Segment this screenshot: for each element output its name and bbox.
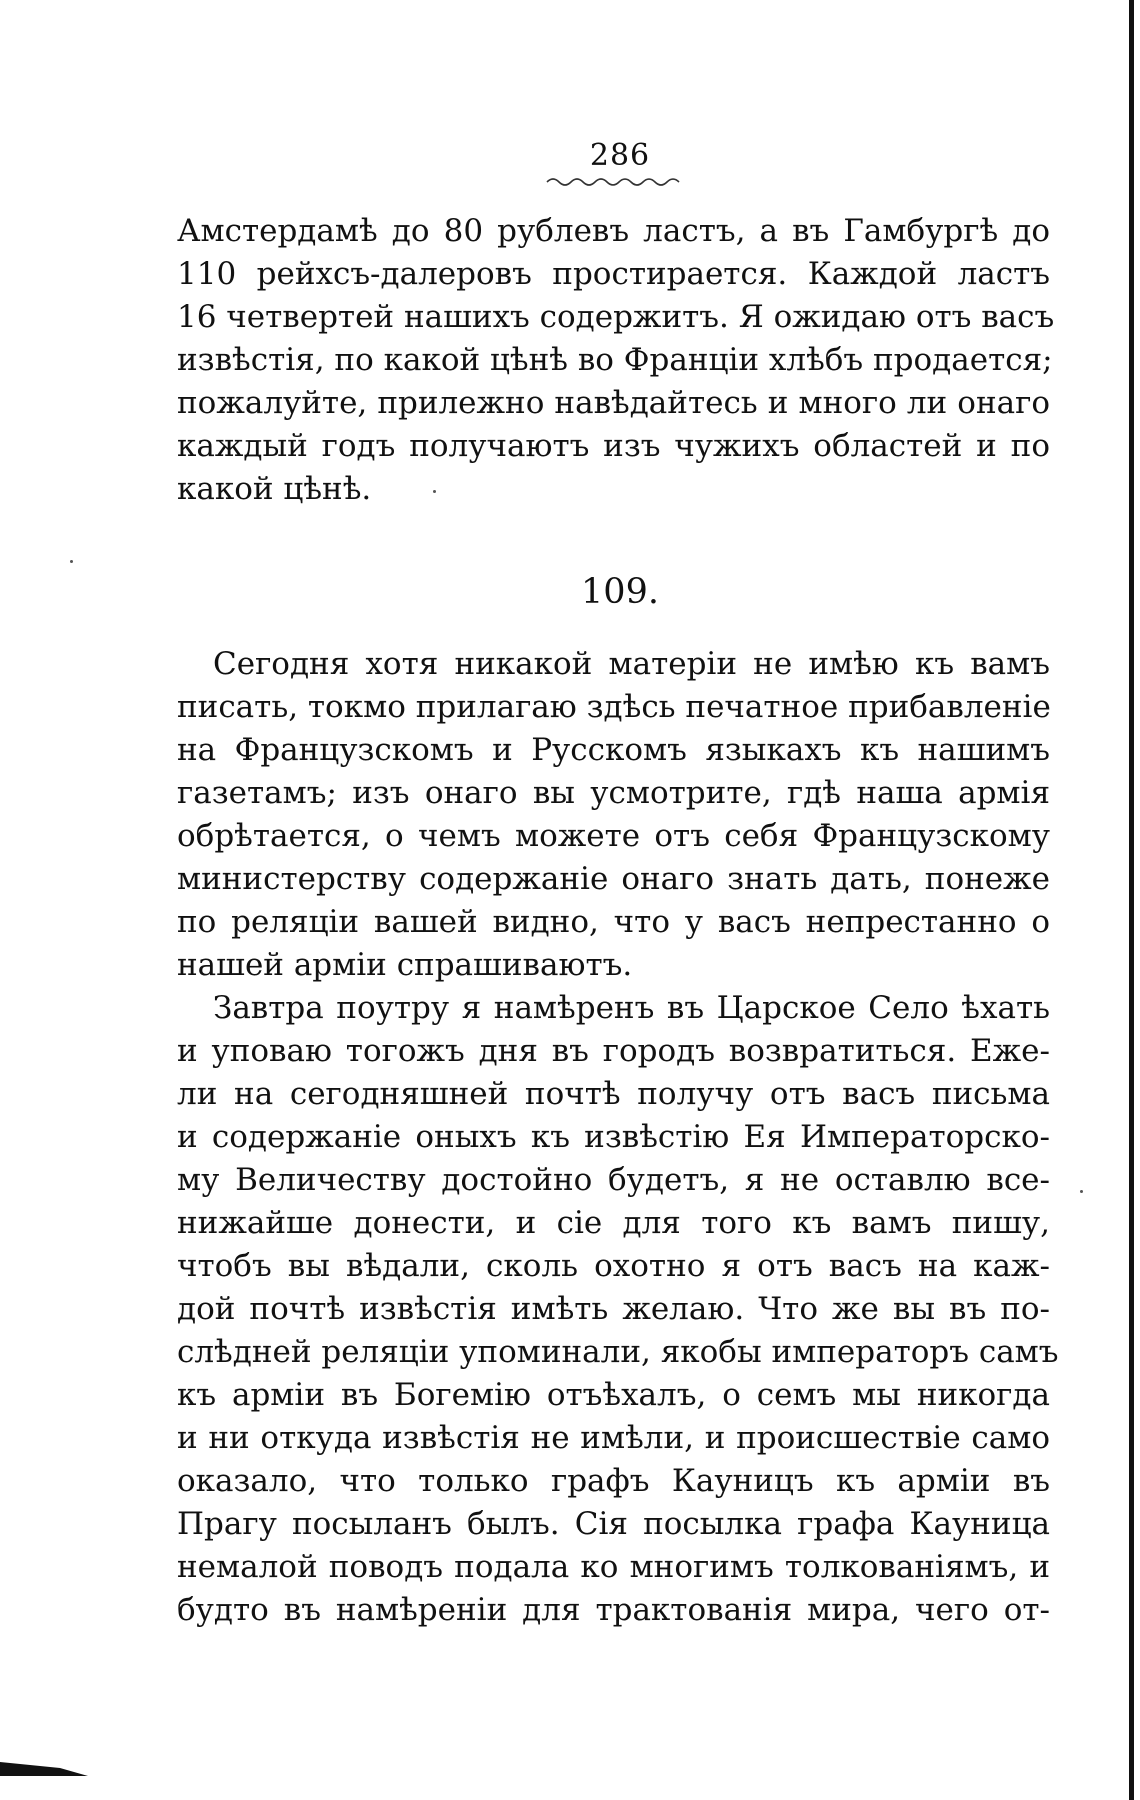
text-line: нижайше донести, и сіе для того къ вамъ пишу,	[177, 1205, 1050, 1241]
text-line: и уповаю тогожъ дня въ городъ возвратиться. Еже-	[177, 1033, 1050, 1069]
text-line: 16 четвертей нашихъ содержитъ. Я ожидаю отъ васъ	[177, 299, 1055, 335]
text-line: на Французскомъ и Русскомъ языкахъ къ нашимъ	[177, 732, 1050, 768]
text-line: 110 рейхсъ-далеровъ простирается. Каждой ластъ	[177, 256, 1050, 292]
text-line: ли на сегодняшней почтѣ получу отъ васъ письма	[177, 1076, 1050, 1112]
paragraph-2	[177, 987, 1059, 1632]
text-line: министерству содержаніе онаго знать дать, понеже	[177, 861, 1050, 897]
text-line: Прагу посыланъ былъ. Сія посылка графа Кауница	[177, 1506, 1050, 1542]
scan-edge-mark	[0, 1758, 90, 1778]
text-line: каждый годъ получаютъ изъ чужихъ областей и по	[177, 428, 1050, 464]
text-line: Амстердамѣ до 80 рублевъ ластъ, а въ Гамбургѣ до	[177, 213, 1050, 249]
text-line: Сегодня хотя никакой матеріи не имѣю къ вамъ	[213, 646, 1050, 682]
text-line: немалой поводъ подала ко многимъ толкованіямъ, и	[177, 1549, 1050, 1585]
text-line: какой цѣнѣ.	[177, 471, 372, 507]
text-line: слѣдней реляціи упоминали, якобы императоръ самъ	[177, 1334, 1059, 1370]
text-line: дой почтѣ извѣстія имѣть желаю. Что же вы въ по-	[177, 1291, 1050, 1327]
text-line: обрѣтается, о чемъ можете отъ себя Французскому	[177, 818, 1050, 854]
text-line: газетамъ; изъ онаго вы усмотрите, гдѣ наша армія	[177, 775, 1050, 811]
text-line: будто въ намѣреніи для трактованія мира, чего от-	[177, 1592, 1050, 1628]
continuation-text	[177, 210, 1055, 511]
text-line: писать, токмо прилагаю здѣсь печатное прибавленіе	[177, 689, 1051, 725]
text-line: оказало, что только графъ Кауницъ къ арміи въ	[177, 1463, 1050, 1499]
section-number: 109.	[581, 572, 659, 612]
page-number: 286	[589, 138, 651, 173]
scan-speck	[1080, 1190, 1083, 1193]
text-line: чтобъ вы вѣдали, сколь охотно я отъ васъ на каж-	[177, 1248, 1050, 1284]
scan-speck	[433, 490, 436, 493]
text-line: му Величеству достойно будетъ, я не оставлю все-	[177, 1162, 1050, 1198]
text-line: извѣстія, по какой цѣнѣ во Франціи хлѣбъ продается;	[177, 342, 1053, 378]
text-line: нашей арміи спрашиваютъ.	[177, 947, 633, 983]
text-line: къ арміи въ Богемію отъѣхалъ, о семъ мы никогда	[177, 1377, 1050, 1413]
text-line: и содержаніе оныхъ къ извѣстію Ея Императорско-	[177, 1119, 1050, 1155]
scan-speck	[70, 560, 73, 563]
page-edge-shadow	[1129, 0, 1134, 1800]
text-line: и ни откуда извѣстія не имѣли, и происшествіе само	[177, 1420, 1050, 1456]
paragraph-1	[177, 643, 1050, 987]
text-line: пожалуйте, прилежно навѣдайтесь и много ли онаго	[177, 385, 1050, 421]
ornament-divider	[545, 174, 685, 186]
text-line: по реляціи вашей видно, что у васъ непрестанно о	[177, 904, 1050, 940]
text-line: Завтра поутру я намѣренъ въ Царское Село ѣхать	[213, 990, 1050, 1026]
